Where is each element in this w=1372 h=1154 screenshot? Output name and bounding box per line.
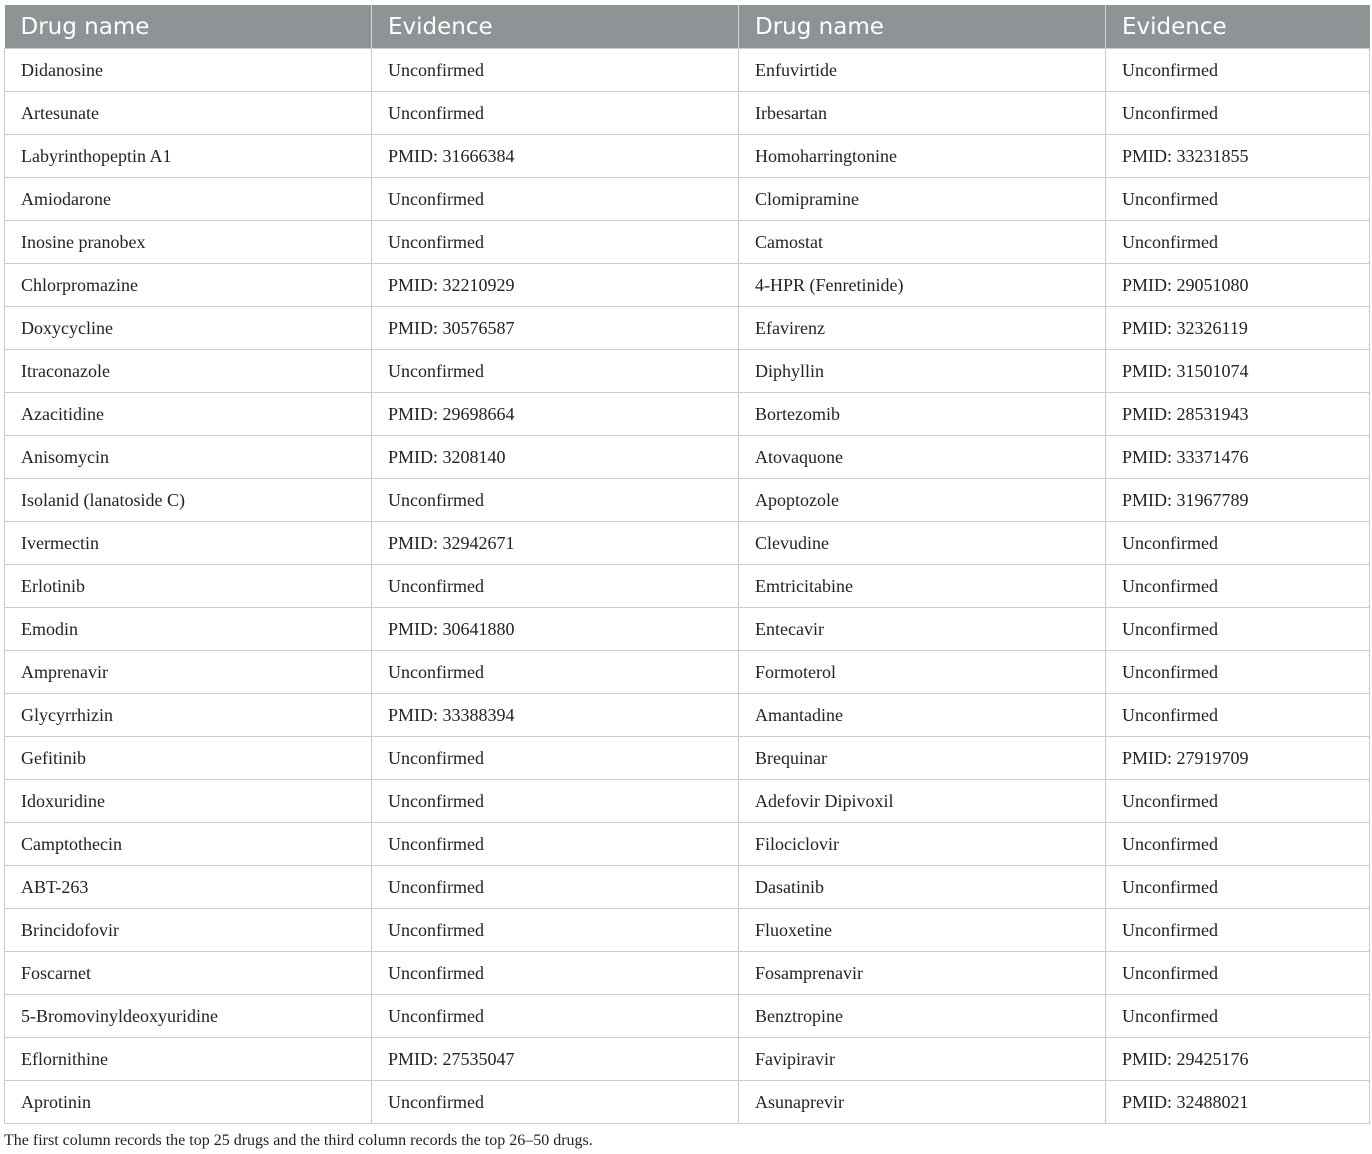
table-row <box>5 866 1370 909</box>
table-row <box>5 92 1370 135</box>
drug-name-cell: Idoxuridine <box>5 780 372 823</box>
evidence-cell: Unconfirmed <box>1106 995 1370 1038</box>
table-body <box>5 49 1370 1124</box>
drug-name-cell: Irbesartan <box>739 92 1106 135</box>
drug-name-cell: Apoptozole <box>739 479 1106 522</box>
drug-name-cell: Eflornithine <box>5 1038 372 1081</box>
evidence-cell: Unconfirmed <box>372 995 739 1038</box>
drug-name-cell: 4-HPR (Fenretinide) <box>739 264 1106 307</box>
drug-name-cell: Bortezomib <box>739 393 1106 436</box>
evidence-cell: PMID: 29051080 <box>1106 264 1370 307</box>
drug-name-cell: Artesunate <box>5 92 372 135</box>
evidence-cell: Unconfirmed <box>372 49 739 92</box>
drug-name-cell: Azacitidine <box>5 393 372 436</box>
header-evidence-2: Evidence <box>1106 5 1370 49</box>
drug-name-cell: Formoterol <box>739 651 1106 694</box>
header-row <box>5 5 1370 49</box>
evidence-cell: PMID: 27535047 <box>372 1038 739 1081</box>
evidence-cell: Unconfirmed <box>1106 565 1370 608</box>
table-row <box>5 565 1370 608</box>
evidence-cell: PMID: 27919709 <box>1106 737 1370 780</box>
drug-name-cell: Adefovir Dipivoxil <box>739 780 1106 823</box>
drug-name-cell: Amantadine <box>739 694 1106 737</box>
drug-name-cell: Benztropine <box>739 995 1106 1038</box>
table-row <box>5 608 1370 651</box>
table-row <box>5 522 1370 565</box>
evidence-cell: PMID: 33231855 <box>1106 135 1370 178</box>
drug-name-cell: Chlorpromazine <box>5 264 372 307</box>
table-row <box>5 393 1370 436</box>
drug-name-cell: Emodin <box>5 608 372 651</box>
evidence-cell: Unconfirmed <box>1106 178 1370 221</box>
table-row <box>5 823 1370 866</box>
evidence-cell: Unconfirmed <box>1106 608 1370 651</box>
evidence-cell: PMID: 32326119 <box>1106 307 1370 350</box>
evidence-cell: Unconfirmed <box>372 221 739 264</box>
drug-name-cell: Emtricitabine <box>739 565 1106 608</box>
evidence-cell: PMID: 3208140 <box>372 436 739 479</box>
table-row <box>5 350 1370 393</box>
evidence-cell: Unconfirmed <box>1106 221 1370 264</box>
drug-name-cell: Fosamprenavir <box>739 952 1106 995</box>
evidence-cell: PMID: 33388394 <box>372 694 739 737</box>
drug-name-cell: 5-Bromovinyldeoxyuridine <box>5 995 372 1038</box>
drug-name-cell: Clevudine <box>739 522 1106 565</box>
evidence-cell: PMID: 29425176 <box>1106 1038 1370 1081</box>
evidence-cell: PMID: 28531943 <box>1106 393 1370 436</box>
evidence-cell: Unconfirmed <box>372 350 739 393</box>
table-row <box>5 737 1370 780</box>
table-row <box>5 436 1370 479</box>
table-row <box>5 178 1370 221</box>
evidence-cell: Unconfirmed <box>1106 909 1370 952</box>
drug-name-cell: Aprotinin <box>5 1081 372 1124</box>
drug-name-cell: Doxycycline <box>5 307 372 350</box>
table-row <box>5 1038 1370 1081</box>
header-drug-name-2: Drug name <box>739 5 1106 49</box>
drug-table-container <box>4 5 1369 1124</box>
evidence-cell: Unconfirmed <box>1106 952 1370 995</box>
table-row <box>5 694 1370 737</box>
evidence-cell: Unconfirmed <box>372 909 739 952</box>
table-row <box>5 651 1370 694</box>
drug-name-cell: Homoharringtonine <box>739 135 1106 178</box>
drug-name-cell: Amiodarone <box>5 178 372 221</box>
evidence-cell: Unconfirmed <box>372 952 739 995</box>
drug-name-cell: Foscarnet <box>5 952 372 995</box>
evidence-cell: PMID: 32488021 <box>1106 1081 1370 1124</box>
evidence-cell: PMID: 32942671 <box>372 522 739 565</box>
table-row <box>5 780 1370 823</box>
drug-evidence-table <box>4 5 1370 1124</box>
table-row <box>5 1081 1370 1124</box>
drug-name-cell: Itraconazole <box>5 350 372 393</box>
evidence-cell: Unconfirmed <box>372 651 739 694</box>
evidence-cell: PMID: 32210929 <box>372 264 739 307</box>
evidence-cell: Unconfirmed <box>1106 866 1370 909</box>
drug-name-cell: Entecavir <box>739 608 1106 651</box>
drug-name-cell: Brequinar <box>739 737 1106 780</box>
evidence-cell: Unconfirmed <box>1106 823 1370 866</box>
drug-name-cell: Dasatinib <box>739 866 1106 909</box>
table-row <box>5 221 1370 264</box>
table-row <box>5 479 1370 522</box>
evidence-cell: PMID: 30576587 <box>372 307 739 350</box>
drug-name-cell: Gefitinib <box>5 737 372 780</box>
evidence-cell: Unconfirmed <box>372 1081 739 1124</box>
drug-name-cell: Labyrinthopeptin A1 <box>5 135 372 178</box>
drug-name-cell: Fluoxetine <box>739 909 1106 952</box>
evidence-cell: Unconfirmed <box>1106 694 1370 737</box>
table-row <box>5 995 1370 1038</box>
table-row <box>5 264 1370 307</box>
drug-name-cell: Camptothecin <box>5 823 372 866</box>
drug-name-cell: Brincidofovir <box>5 909 372 952</box>
evidence-cell: Unconfirmed <box>1106 780 1370 823</box>
evidence-cell: Unconfirmed <box>1106 49 1370 92</box>
evidence-cell: Unconfirmed <box>372 92 739 135</box>
drug-name-cell: Glycyrrhizin <box>5 694 372 737</box>
evidence-cell: PMID: 31501074 <box>1106 350 1370 393</box>
evidence-cell: Unconfirmed <box>372 479 739 522</box>
drug-name-cell: Enfuvirtide <box>739 49 1106 92</box>
drug-name-cell: Camostat <box>739 221 1106 264</box>
evidence-cell: Unconfirmed <box>372 737 739 780</box>
drug-name-cell: Amprenavir <box>5 651 372 694</box>
drug-name-cell: Diphyllin <box>739 350 1106 393</box>
table-footnote: The first column records the top 25 drugs and the third column records the top 26–50 drugs. <box>4 1132 593 1149</box>
evidence-cell: PMID: 29698664 <box>372 393 739 436</box>
evidence-cell: PMID: 31967789 <box>1106 479 1370 522</box>
table-row <box>5 135 1370 178</box>
evidence-cell: Unconfirmed <box>1106 522 1370 565</box>
drug-name-cell: Atovaquone <box>739 436 1106 479</box>
drug-name-cell: ABT-263 <box>5 866 372 909</box>
drug-name-cell: Isolanid (lanatoside C) <box>5 479 372 522</box>
evidence-cell: Unconfirmed <box>372 866 739 909</box>
header-evidence-1: Evidence <box>372 5 739 49</box>
table-row <box>5 49 1370 92</box>
drug-name-cell: Didanosine <box>5 49 372 92</box>
evidence-cell: Unconfirmed <box>372 823 739 866</box>
drug-name-cell: Efavirenz <box>739 307 1106 350</box>
table-row <box>5 307 1370 350</box>
evidence-cell: Unconfirmed <box>372 565 739 608</box>
evidence-cell: PMID: 30641880 <box>372 608 739 651</box>
table-row <box>5 909 1370 952</box>
drug-name-cell: Ivermectin <box>5 522 372 565</box>
drug-name-cell: Erlotinib <box>5 565 372 608</box>
drug-name-cell: Favipiravir <box>739 1038 1106 1081</box>
evidence-cell: Unconfirmed <box>372 178 739 221</box>
evidence-cell: Unconfirmed <box>1106 651 1370 694</box>
evidence-cell: PMID: 31666384 <box>372 135 739 178</box>
drug-name-cell: Inosine pranobex <box>5 221 372 264</box>
evidence-cell: Unconfirmed <box>1106 92 1370 135</box>
evidence-cell: Unconfirmed <box>372 780 739 823</box>
drug-name-cell: Clomipramine <box>739 178 1106 221</box>
table-row <box>5 952 1370 995</box>
drug-name-cell: Asunaprevir <box>739 1081 1106 1124</box>
table-header <box>5 5 1370 49</box>
drug-name-cell: Anisomycin <box>5 436 372 479</box>
drug-name-cell: Filociclovir <box>739 823 1106 866</box>
header-drug-name-1: Drug name <box>5 5 372 49</box>
evidence-cell: PMID: 33371476 <box>1106 436 1370 479</box>
